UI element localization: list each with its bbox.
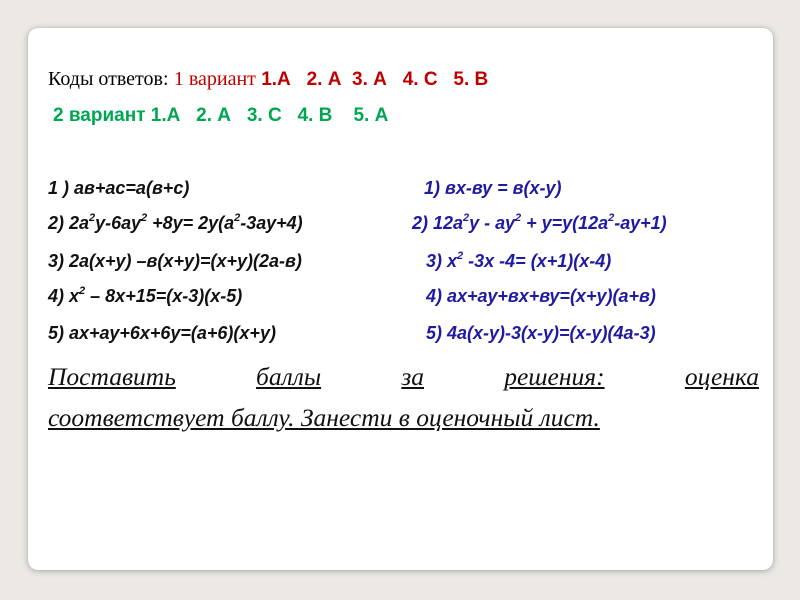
note-word: Поставить [48, 362, 176, 391]
note-word: за [401, 362, 425, 391]
note-word: решения: [504, 362, 605, 391]
left-equation-3: 3) 2а(х+у) –в(х+у)=(х+у)(2а-в) [48, 251, 302, 271]
variant-1-label: 1 вариант [173, 68, 256, 90]
answer-codes-label: Коды ответов: [48, 68, 169, 90]
answer-codes-variant-2 [53, 105, 388, 127]
left-equation-2: 2) $2а^2у-6ау^2 +8у= 2у(а^2-3ау+4)$ [48, 212, 303, 233]
left-equation-1: 1 ) ав+ас=а(в+с) [48, 178, 190, 198]
slide [28, 28, 773, 570]
note-word: оценка [684, 362, 759, 391]
grading-note-line-1 [48, 362, 759, 392]
right-equation-4: 4) ах+ау+вх+ву=(х+у)(а+в) [426, 286, 656, 306]
variant-1-answers: 1.А 2. А 3. А 4. С 5. В [261, 69, 489, 90]
variant-2-answers: 1.А 2. А 3. С 4. В 5. А [150, 105, 389, 126]
right-equation-3: 3) $х^2$ -3х -4= (х+1)(х-4) [426, 250, 612, 271]
right-equation-5: 5) 4а(х-у)-3(х-у)=(х-у)(4а-3) [426, 323, 656, 343]
left-equation-4: 4) $х^2 - 8х+15=(х-3)(х-5)$ [48, 285, 243, 306]
right-equation-1: 1) вх-ву = в(х-у) [424, 178, 562, 198]
variant-2-label: 2 вариант [53, 105, 146, 126]
answer-codes-variant-1 [48, 68, 488, 91]
left-equation-5: 5) ах+ау+6х+6у=(а+6)(х+у) [48, 323, 276, 343]
note-word: баллы [256, 362, 322, 391]
right-equation-2: 2) $12а^2у - ау^2 + у=у(12а^2-ау+1)$ [412, 212, 667, 233]
grading-note-line-2: соответствует баллу. Занести в оценочный лист. [48, 403, 600, 432]
